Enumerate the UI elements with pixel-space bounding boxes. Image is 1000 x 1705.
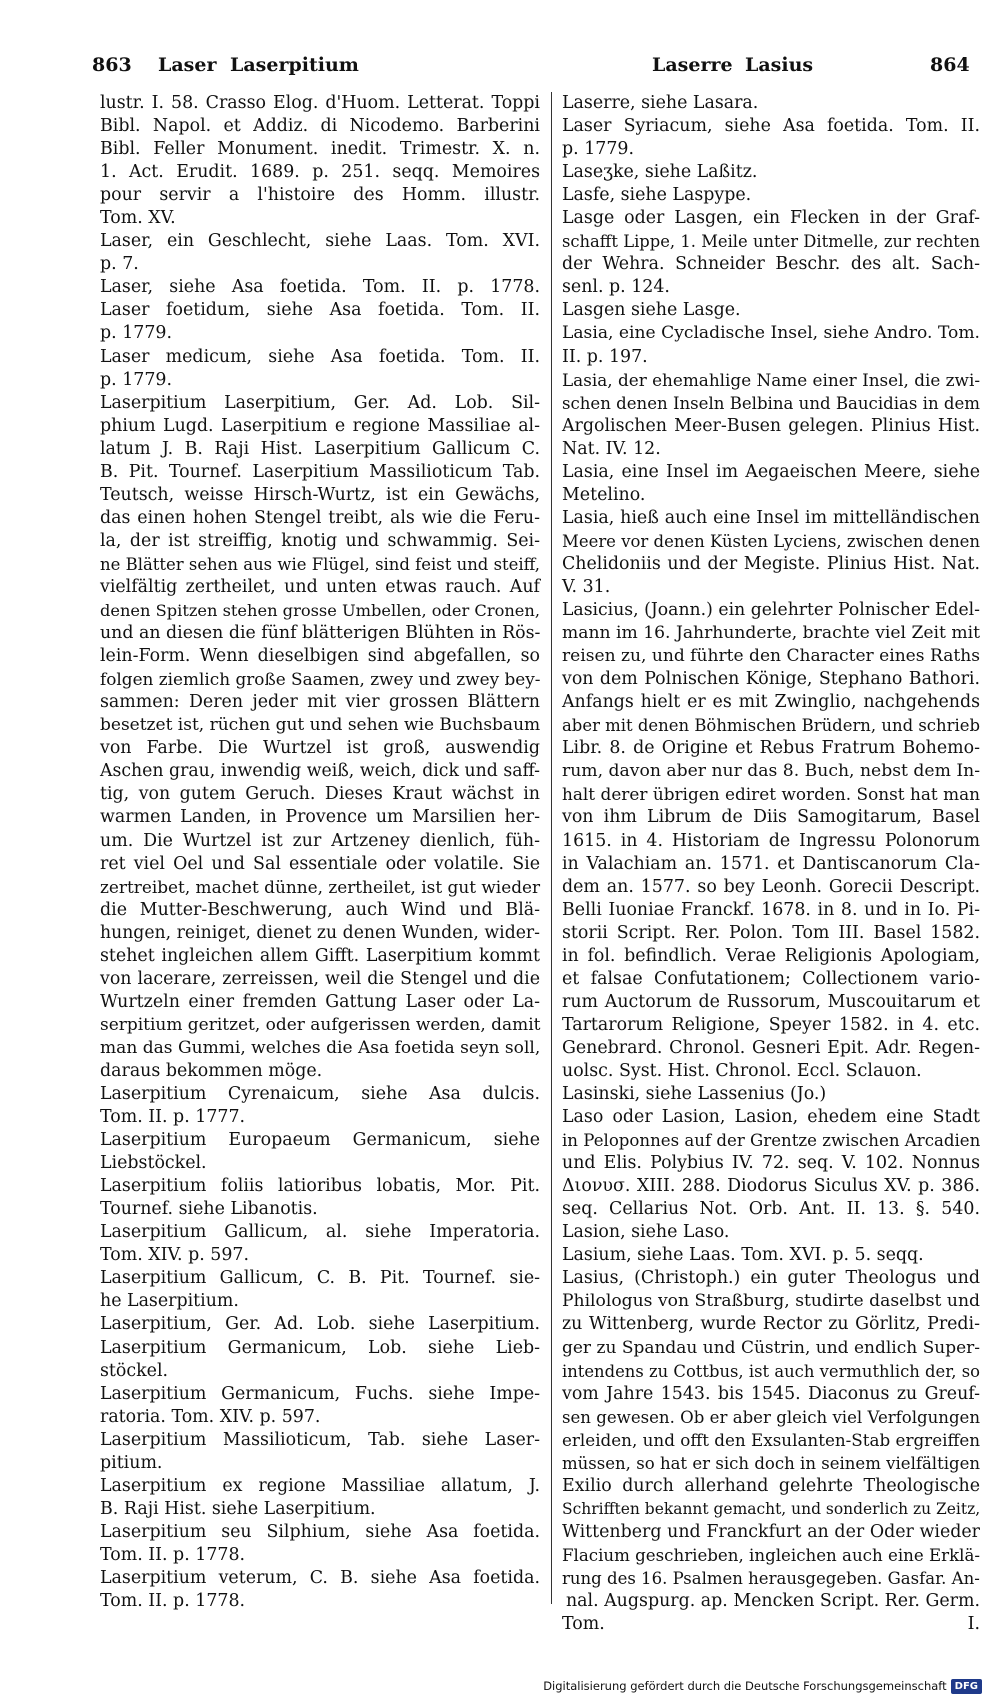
text-line: Lasia, eine Cycladische Insel, siehe Andro. Tom. [562, 323, 980, 344]
text-line: V. 31. [562, 576, 611, 597]
text-line: rum Auctorum de Russorum, Muscouitarum et [562, 991, 980, 1012]
text-line: Tartarorum Religione, Speyer 1582. in 4. etc. [562, 1014, 980, 1035]
text-line: Lasia, eine Insel im Aegaeischen Meere, siehe [562, 461, 980, 482]
text-line: besetzet ist, rüchen gut und sehen wie Buchsbaum [100, 715, 541, 736]
text-line: aber mit denen Böhmischen Brüdern, und schrieb [562, 716, 980, 736]
text-line: Lasius, (Christoph.) ein guter Theologus und [562, 1268, 980, 1289]
text-line: Lasion, siehe Laso. [562, 1222, 730, 1243]
text-line: senl. p. 124. [562, 277, 670, 298]
text-line: schen denen Inseln Belbina und Baucidias in dem [562, 393, 980, 413]
text-line: Philologus von Straßburg, studirte daselbst und [562, 1291, 980, 1312]
text-line: Belli Iuoniae Franckf. 1678. in 8. und in Io. Pi- [562, 899, 980, 920]
text-line: Lasicius, (Joann.) ein gelehrter Polnischer Edel- [562, 600, 980, 621]
text-line: hungen, reiniget, dienet zu denen Wunden, wider- [100, 922, 540, 943]
text-line: Laserpitium, Ger. Ad. Lob. siehe Laserpitium. [100, 1314, 540, 1335]
text-line: Laseʒke, siehe Laßitz. [562, 162, 758, 183]
text-line: schafft Lippe, 1. Meile unter Ditmelle, zur rechten [562, 232, 980, 252]
text-line: Exilio durch allerhand gelehrte Theologische [562, 1475, 980, 1496]
text-line: von ihm Librum de Diis Samogitarum, Basel [562, 807, 980, 828]
text-line: he Laserpitium. [100, 1291, 239, 1312]
text-line: Tom. II. p. 1777. [100, 1107, 246, 1128]
text-line: Libr. 8. de Origine et Rebus Fratrum Bohemo- [562, 738, 980, 759]
text-line: in Peloponnes auf der Grentze zwischen Arcadien [562, 1131, 981, 1151]
left-catchword-2: Laserpitium [230, 54, 359, 76]
text-line: Laserpitium foliis latioribus lobatis, Mor. Pit. [100, 1176, 540, 1197]
text-line: latum J. B. Raji Hist. Laserpitium Gallicum C. [100, 438, 540, 459]
text-line: B. Pit. Tournef. Laserpitium Massilioticum Tab. [100, 461, 540, 482]
text-line: Laserpitium Germanicum, Fuchs. siehe Impe- [100, 1383, 540, 1404]
text-line: Tom. XIV. p. 597. [100, 1245, 249, 1266]
text-line: denen Spitzen stehen grosse Umbellen, oder Cronen, [100, 601, 540, 621]
text-line: II. p. 197. [562, 346, 648, 367]
text-line: erleiden, und offt den Exsulanten-Stab ergreiffen [562, 1429, 981, 1450]
text-line: von dem Polnischen Könige, Stephano Bathori. [562, 669, 980, 690]
column-divider [551, 92, 552, 1604]
text-line: Laserpitium veterum, C. B. siehe Asa foetida. [100, 1568, 540, 1588]
right-catchword-2: Lasius [745, 54, 814, 76]
text-line: Argolischen Meer-Busen gelegen. Plinius Hist. [562, 415, 980, 436]
text-line: und an diesen die fünf blätterigen Blühten in Rös- [100, 623, 541, 644]
text-line: pitium. [100, 1452, 163, 1473]
right-page-number: 864 [930, 54, 970, 76]
text-line: Bibl. Feller Monument. inedit. Trimestr. X. n. [100, 139, 540, 160]
text-line: lein-Form. Wenn dieselbigen sind abgefallen, so [100, 646, 540, 667]
text-line: sen gewesen. Ob er aber gleich viel Verfolgungen [562, 1407, 980, 1427]
text-line: Laserpitium Europaeum Germanicum, siehe [100, 1130, 540, 1151]
text-line: Liebstöckel. [100, 1153, 207, 1174]
text-line: stöckel. [100, 1360, 169, 1381]
text-line: Tournef. siehe Libanotis. [100, 1199, 318, 1220]
text-line: rung des 16. Psalmen herausgegeben. Gasfar. An- [562, 1569, 980, 1588]
text-line: storii Script. Rer. Polon. Tom III. Basel 1582. [562, 922, 980, 943]
text-line: Lasfe, siehe Laspype. [562, 185, 752, 206]
text-line: intendens zu Cottbus, ist auch vermuthlich der, so [562, 1361, 980, 1381]
text-line: Lasinski, siehe Lassenius (Jo.) [562, 1084, 827, 1105]
text-line: halt derer übrigen ediret worden. Sonst hat man [562, 784, 980, 805]
text-line: dem an. 1577. so bey Leonh. Gorecii Descript. [562, 876, 980, 897]
text-line: Nat. IV. 12. [562, 438, 661, 459]
text-line: Tom. II. p. 1778. [100, 1591, 246, 1612]
text-line: stehet ingleichen allem Gifft. Laserpitium kommt [100, 945, 540, 966]
text-line: p. 1779. [100, 369, 172, 390]
text-line: ne Blätter sehen aus wie Flügel, sind feist und steiff, [100, 554, 540, 574]
text-line: serpitium geritzet, oder aufgerissen werden, damit [100, 1014, 541, 1035]
text-line: Laserpitium Gallicum, al. siehe Imperatoria. [100, 1222, 540, 1243]
text-line: vielfältig zertheilet, und unten etwas rauch. Auf [100, 576, 540, 597]
text-line: rum, davon aber nur das 8. Buch, nebst dem In- [562, 761, 981, 782]
text-line: 1. Act. Erudit. 1689. p. 251. seqq. Memoires [100, 162, 540, 183]
left-catchword-1: Laser [158, 54, 217, 76]
text-line: lustr. I. 58. Crasso Elog. d'Huom. Letterat. Toppi [100, 93, 540, 113]
text-line: Lasge oder Lasgen, ein Flecken in der Graf- [562, 208, 980, 229]
text-line: reisen zu, und führte den Character eines Raths [562, 646, 980, 667]
text-line: Laserpitium Cyrenaicum, siehe Asa dulcis. [100, 1084, 540, 1105]
text-line: Laso oder Lasion, Lasion, ehedem eine Stadt [562, 1107, 980, 1128]
text-line: von Farbe. Die Wurtzel ist groß, auswendig [100, 738, 540, 759]
text-line: nal. Augspurg. ap. Mencken Script. Rer. Germ. [565, 1591, 980, 1612]
text-line: Meere vor denen Küsten Lyciens, zwischen denen [562, 531, 980, 551]
text-line: Laserpitium Germanicum, Lob. siehe Lieb- [100, 1337, 540, 1358]
text-line: daraus bekommen möge. [100, 1060, 323, 1081]
text-line: müssen, so hat er sich doch in seinem vielfältigen [562, 1453, 980, 1473]
footer-credit: Digitalisierung gefördert durch die Deutsche Forschungsgemeinschaft [543, 1679, 947, 1693]
text-line: p. 1779. [562, 139, 634, 160]
text-line: der Wehra. Schneider Beschr. des alt. Sach- [562, 254, 980, 275]
text-line: seq. Cellarius Not. Orb. Ant. II. 13. §. 540. [562, 1199, 980, 1220]
text-line: Schrifften bekannt gemacht, und sonderlich zu Zeitz, [562, 1499, 981, 1518]
text-line: sammen: Deren jeder mit vier grossen Blättern [100, 692, 540, 713]
text-line: uolsc. Syst. Hist. Chronol. Eccl. Sclauon. [562, 1060, 922, 1081]
text-line: Laserpitium seu Silphium, siehe Asa foetida. [100, 1521, 540, 1542]
dfg-logo: DFG [951, 1679, 982, 1694]
text-line: Lasia, der ehemahlige Name einer Insel, die zwi- [562, 369, 981, 390]
text-line: Metelino. [562, 484, 646, 505]
text-line: Laser, ein Geschlecht, siehe Laas. Tom. XVI. [100, 231, 540, 252]
text-line: Laser, siehe Asa foetida. Tom. II. p. 1778. [100, 277, 540, 298]
text-line: phium Lugd. Laserpitium e regione Massiliae al- [100, 415, 540, 436]
text-line: folgen ziemlich große Saamen, zwey und zwey bey- [100, 669, 541, 690]
text-line: mann im 16. Jahrhunderte, brachte viel Zeit mit [562, 623, 980, 644]
text-line: die Mutter-Beschwerung, auch Wind und Blä- [100, 899, 540, 920]
left-text-column [100, 92, 540, 1613]
text-line: Tom. I. [562, 1614, 980, 1635]
text-line: warmen Landen, in Provence um Marsilien her- [100, 807, 540, 828]
text-line: Teutsch, weisse Hirsch-Wurtz, ist ein Gewächs, [100, 484, 540, 505]
text-line: p. 7. [100, 254, 139, 275]
text-line: Chelidoniis und der Megiste. Plinius Hist. Nat. [562, 553, 980, 574]
text-line: tig, von gutem Geruch. Dieses Kraut wächst in [100, 784, 540, 805]
text-line: Laserpitium ex regione Massiliae allatum, J. [100, 1475, 540, 1496]
text-line: Tom. XV. [100, 208, 176, 229]
text-line: Anfangs hielt er es mit Zwinglio, nachgehends [562, 692, 980, 713]
text-line: in fol. befindlich. Verae Religionis Apologiam, [562, 945, 980, 966]
text-line: et falsae Confutationem; Collectionem vario- [562, 968, 980, 989]
text-line: Aschen grau, inwendig weiß, weich, dick und saff- [100, 761, 540, 782]
text-line: in Valachiam an. 1571. et Dantiscanorum Cla- [562, 853, 980, 874]
text-line: von lacerare, zerreissen, weil die Stengel und die [100, 968, 540, 989]
text-line: ger zu Spandau und Cüstrin, und endlich Super- [562, 1337, 980, 1358]
text-line: Bibl. Napol. et Addiz. di Nicodemo. Barberini [100, 116, 540, 137]
text-line: Διονυσ. XIII. 288. Diodorus Siculus XV. p. 386. [562, 1176, 980, 1197]
text-line: pour servir a l'histoire des Homm. illustr. [100, 185, 540, 206]
text-line: Laserpitium Massilioticum, Tab. siehe Laser- [100, 1429, 540, 1450]
text-line: Laserre, siehe Lasara. [562, 93, 759, 113]
text-line: Genebrard. Chronol. Gesneri Epit. Adr. Regen- [562, 1037, 980, 1058]
left-page-number: 863 [92, 54, 132, 76]
text-line: Lasia, hieß auch eine Insel im mittelländischen [562, 507, 980, 528]
text-line: B. Raji Hist. siehe Laserpitium. [100, 1498, 376, 1519]
text-line: Lasium, siehe Laas. Tom. XVI. p. 5. seqq. [562, 1245, 924, 1266]
text-line: Wittenberg und Franckfurt an der Oder wieder [562, 1521, 980, 1542]
text-line: und Elis. Polybius IV. 72. seq. V. 102. Nonnus [562, 1153, 980, 1174]
digitization-footer [543, 1675, 982, 1697]
text-line: Flacium geschrieben, ingleichen auch eine Erklä- [562, 1545, 980, 1565]
text-line: Lasgen siehe Lasge. [562, 300, 741, 321]
text-line: man das Gummi, welches die Asa foetida seyn soll, [100, 1037, 541, 1058]
text-line: 1615. in 4. Historiam de Ingressu Polonorum [562, 830, 980, 851]
text-line: Wurtzeln einer fremden Gattung Laser oder La- [100, 991, 540, 1012]
text-line: das einen hohen Stengel treibt, als wie die Feru- [100, 507, 540, 528]
right-text-column [562, 92, 980, 1636]
text-line: Laser foetidum, siehe Asa foetida. Tom. II. [100, 300, 540, 321]
text-line: vom Jahre 1543. bis 1545. Diaconus zu Greuf- [562, 1383, 980, 1404]
text-line: p. 1779. [100, 323, 172, 344]
running-header [92, 52, 970, 86]
text-line: ret viel Oel und Sal essentiale oder volatile. Sie [100, 853, 540, 874]
text-line: la, der ist streiffig, knotig und schwammig. Sei- [100, 530, 540, 551]
text-line: ratoria. Tom. XIV. p. 597. [100, 1406, 321, 1427]
text-line: zertreibet, machet dünne, zertheilet, ist gut wieder [100, 876, 541, 897]
text-line: Laserpitium Gallicum, C. B. Pit. Tournef. sie- [100, 1268, 540, 1289]
text-line: Laser Syriacum, siehe Asa foetida. Tom. II. [562, 116, 980, 137]
text-line: zu Wittenberg, wurde Rector zu Görlitz, Predi- [562, 1314, 980, 1335]
text-line: Laserpitium Laserpitium, Ger. Ad. Lob. Sil- [100, 392, 540, 413]
text-line: um. Die Wurtzel ist zur Artzeney dienlich, füh- [100, 830, 540, 851]
right-catchword-1: Laserre [652, 54, 733, 76]
text-line: Laser medicum, siehe Asa foetida. Tom. II. [100, 346, 540, 367]
text-line: Tom. II. p. 1778. [100, 1544, 246, 1565]
